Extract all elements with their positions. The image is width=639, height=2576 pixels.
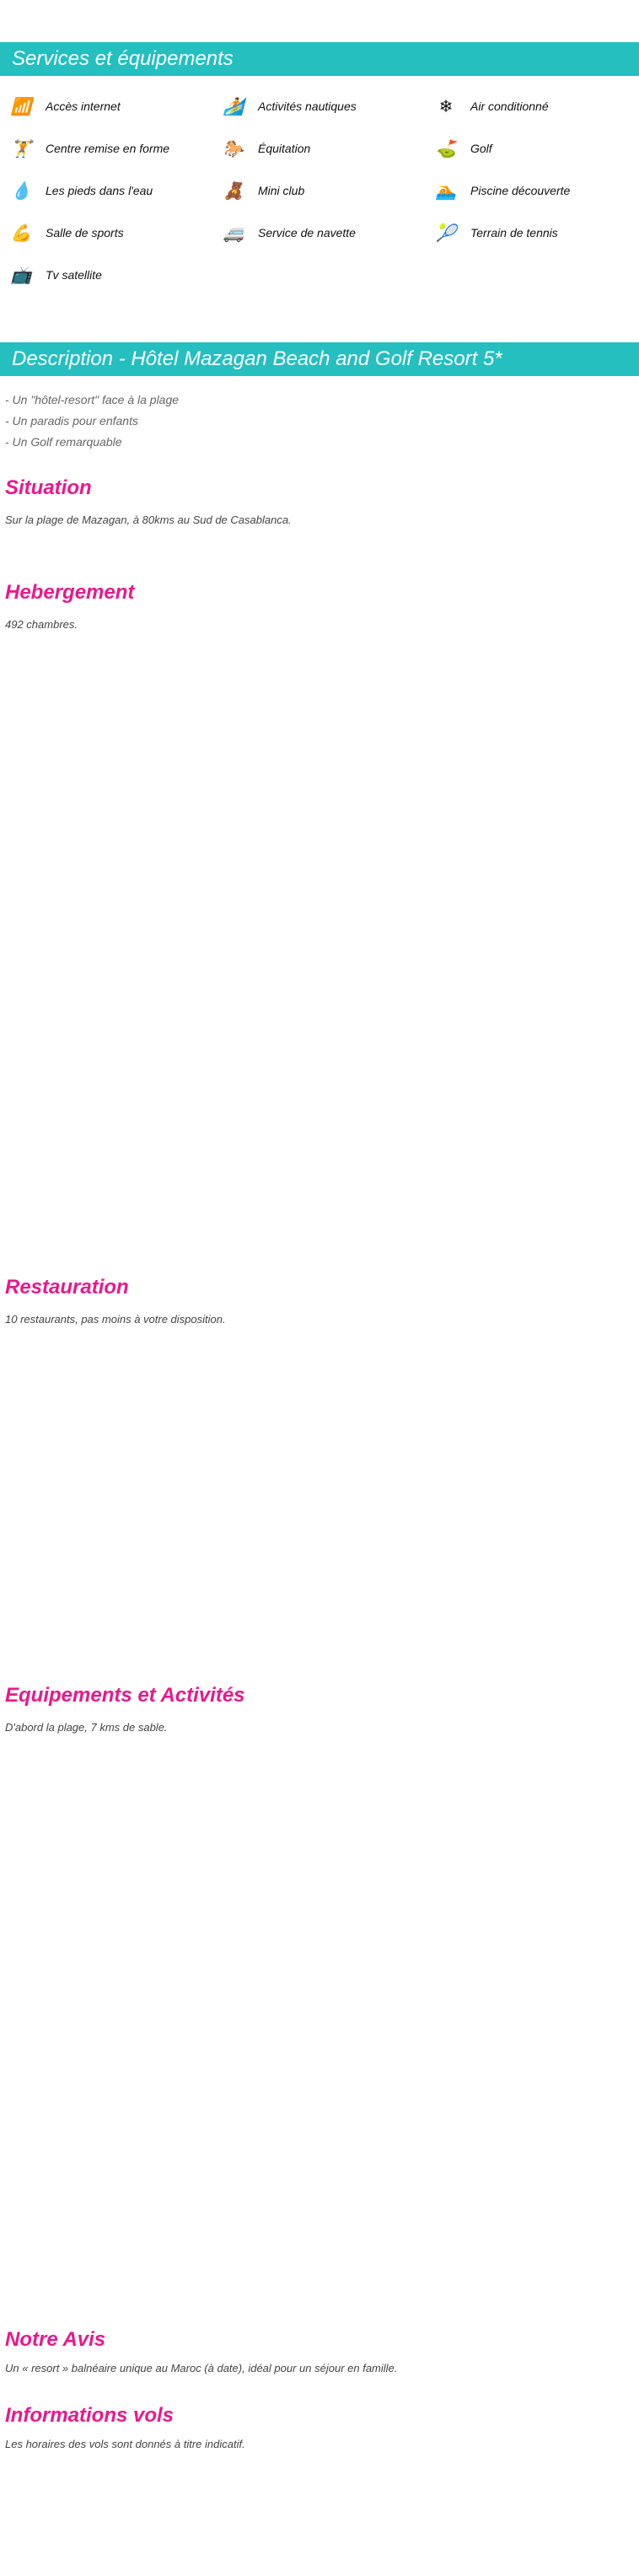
description-bullets (0, 376, 639, 453)
feature-label: Équitation (258, 142, 311, 155)
restauration-heading: Restauration (5, 1276, 129, 1299)
wifi-icon: 📶 (10, 97, 32, 116)
feature-beach (8, 177, 221, 204)
bullet-1: - Un paradis pour enfants (5, 414, 138, 428)
feature-label: Air conditionné (470, 99, 549, 113)
feature-label: Mini club (258, 184, 305, 197)
feature-tv (8, 261, 221, 288)
shuttle-icon: 🚐 (223, 223, 244, 243)
feature-label: Tv satellite (46, 268, 102, 282)
restauration-text: 10 restaurants, pas moins à votre disposition. (5, 1313, 226, 1326)
feature-label: Golf (470, 142, 492, 155)
avis-text: Un « resort » balnéaire unique au Maroc (à date), idéal pour un séjour en famille. (5, 2362, 398, 2374)
feature-label: Centre remise en forme (46, 142, 170, 155)
dumbbell-icon: 💪 (10, 223, 32, 243)
golf-icon: ⛳ (435, 139, 457, 159)
equipements-heading: Equipements et Activités (5, 1684, 245, 1707)
services-grid (0, 76, 639, 297)
water-sports-icon: 🏄 (223, 97, 244, 116)
feature-gym (8, 219, 221, 246)
water-drop-icon: 💧 (10, 181, 32, 201)
hebergement-text: 492 chambres. (5, 618, 78, 631)
pool-icon: 🏊 (435, 181, 457, 201)
feature-label: Accès internet (46, 99, 121, 113)
services-banner (0, 42, 639, 76)
feature-label: Piscine découverte (470, 184, 571, 197)
equipements-text: D'abord la plage, 7 kms de sable. (5, 1721, 168, 1734)
vols-text: Les horaires des vols sont donnés à titre indicatif. (5, 2438, 245, 2450)
snowflake-icon: ❄ (438, 97, 454, 116)
tennis-icon: 🎾 (435, 223, 457, 243)
feature-shuttle (221, 219, 433, 246)
bullet-2: - Un Golf remarquable (5, 435, 122, 449)
feature-label: Activités nautiques (258, 99, 357, 113)
situation-text: Sur la plage de Mazagan, à 80kms au Sud de Casablanca. (5, 514, 292, 526)
feature-label: Salle de sports (46, 226, 124, 239)
feature-label: Service de navette (258, 226, 356, 239)
mini-club-icon: 🧸 (223, 181, 244, 201)
hebergement-heading: Hebergement (5, 581, 135, 604)
page (0, 42, 639, 2576)
feature-tennis (433, 219, 639, 246)
feature-label: Terrain de tennis (470, 226, 558, 239)
bullet-0: - Un "hôtel-resort" face à la plage (5, 393, 180, 406)
feature-air-conditioning (433, 93, 639, 120)
vols-heading: Informations vols (5, 2404, 175, 2427)
description-banner (0, 342, 639, 376)
feature-pool (433, 177, 639, 204)
situation-heading: Situation (5, 476, 92, 499)
feature-internet (8, 93, 221, 120)
feature-mini-club (221, 177, 433, 204)
horse-icon: 🐎 (223, 139, 244, 159)
feature-fitness (8, 135, 221, 162)
feature-water-sports (221, 93, 433, 120)
feature-label: Les pieds dans l'eau (46, 184, 153, 197)
avis-heading: Notre Avis (5, 2328, 106, 2351)
feature-golf (433, 135, 639, 162)
fitness-icon: 🏋 (10, 139, 32, 159)
description-title: Description - Hôtel Mazagan Beach and Golf Resort 5* (12, 347, 502, 370)
tv-icon: 📺 (10, 266, 32, 285)
services-title: Services et équipements (12, 47, 234, 70)
feature-equitation (221, 135, 433, 162)
